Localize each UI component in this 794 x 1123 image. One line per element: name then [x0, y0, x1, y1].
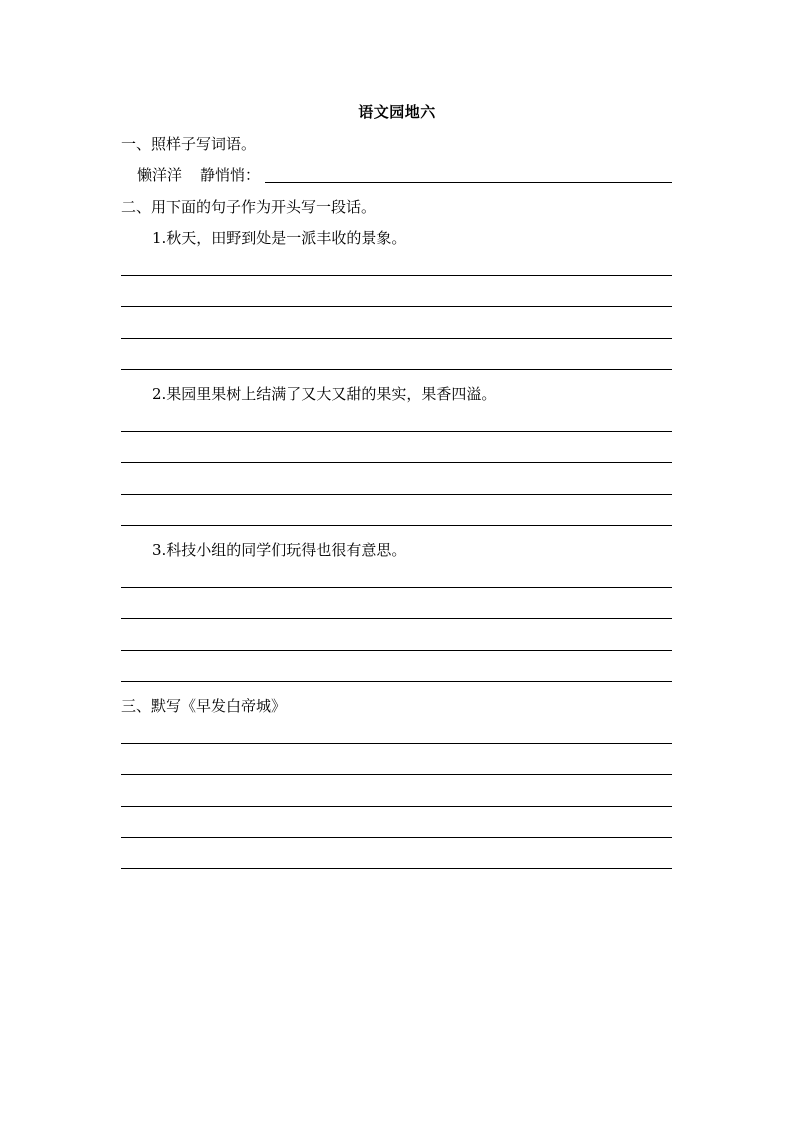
writing-line[interactable]: [121, 743, 672, 744]
sentence-3: 3.科技小组的同学们玩得也很有意思。: [152, 541, 407, 559]
prompt-word: 静悄悄：: [200, 166, 261, 184]
writing-line[interactable]: [121, 306, 672, 307]
example-word: 懒洋洋: [137, 166, 183, 184]
writing-line[interactable]: [121, 369, 672, 370]
writing-line[interactable]: [121, 837, 672, 838]
writing-line[interactable]: [121, 587, 672, 588]
page-title: 语文园地六: [358, 103, 436, 121]
writing-line[interactable]: [121, 494, 672, 495]
writing-line[interactable]: [121, 462, 672, 463]
writing-line[interactable]: [121, 275, 672, 276]
sentence-2: 2.果园里果树上结满了又大又甜的果实，果香四溢。: [152, 385, 497, 403]
writing-line[interactable]: [121, 338, 672, 339]
writing-line[interactable]: [121, 774, 672, 775]
answer-line-1[interactable]: [265, 182, 672, 183]
writing-line[interactable]: [121, 431, 672, 432]
writing-line[interactable]: [121, 806, 672, 807]
writing-line[interactable]: [121, 525, 672, 526]
sentence-1: 1.秋天，田野到处是一派丰收的景象。: [152, 229, 407, 247]
writing-line[interactable]: [121, 681, 672, 682]
writing-line[interactable]: [121, 618, 672, 619]
section2-heading: 二、用下面的句子作为开头写一段话。: [121, 198, 377, 216]
writing-line[interactable]: [121, 650, 672, 651]
section1-heading: 一、照样子写词语。: [121, 135, 257, 153]
section3-heading: 三、默写《早发白帝城》: [121, 697, 287, 715]
writing-line[interactable]: [121, 868, 672, 869]
